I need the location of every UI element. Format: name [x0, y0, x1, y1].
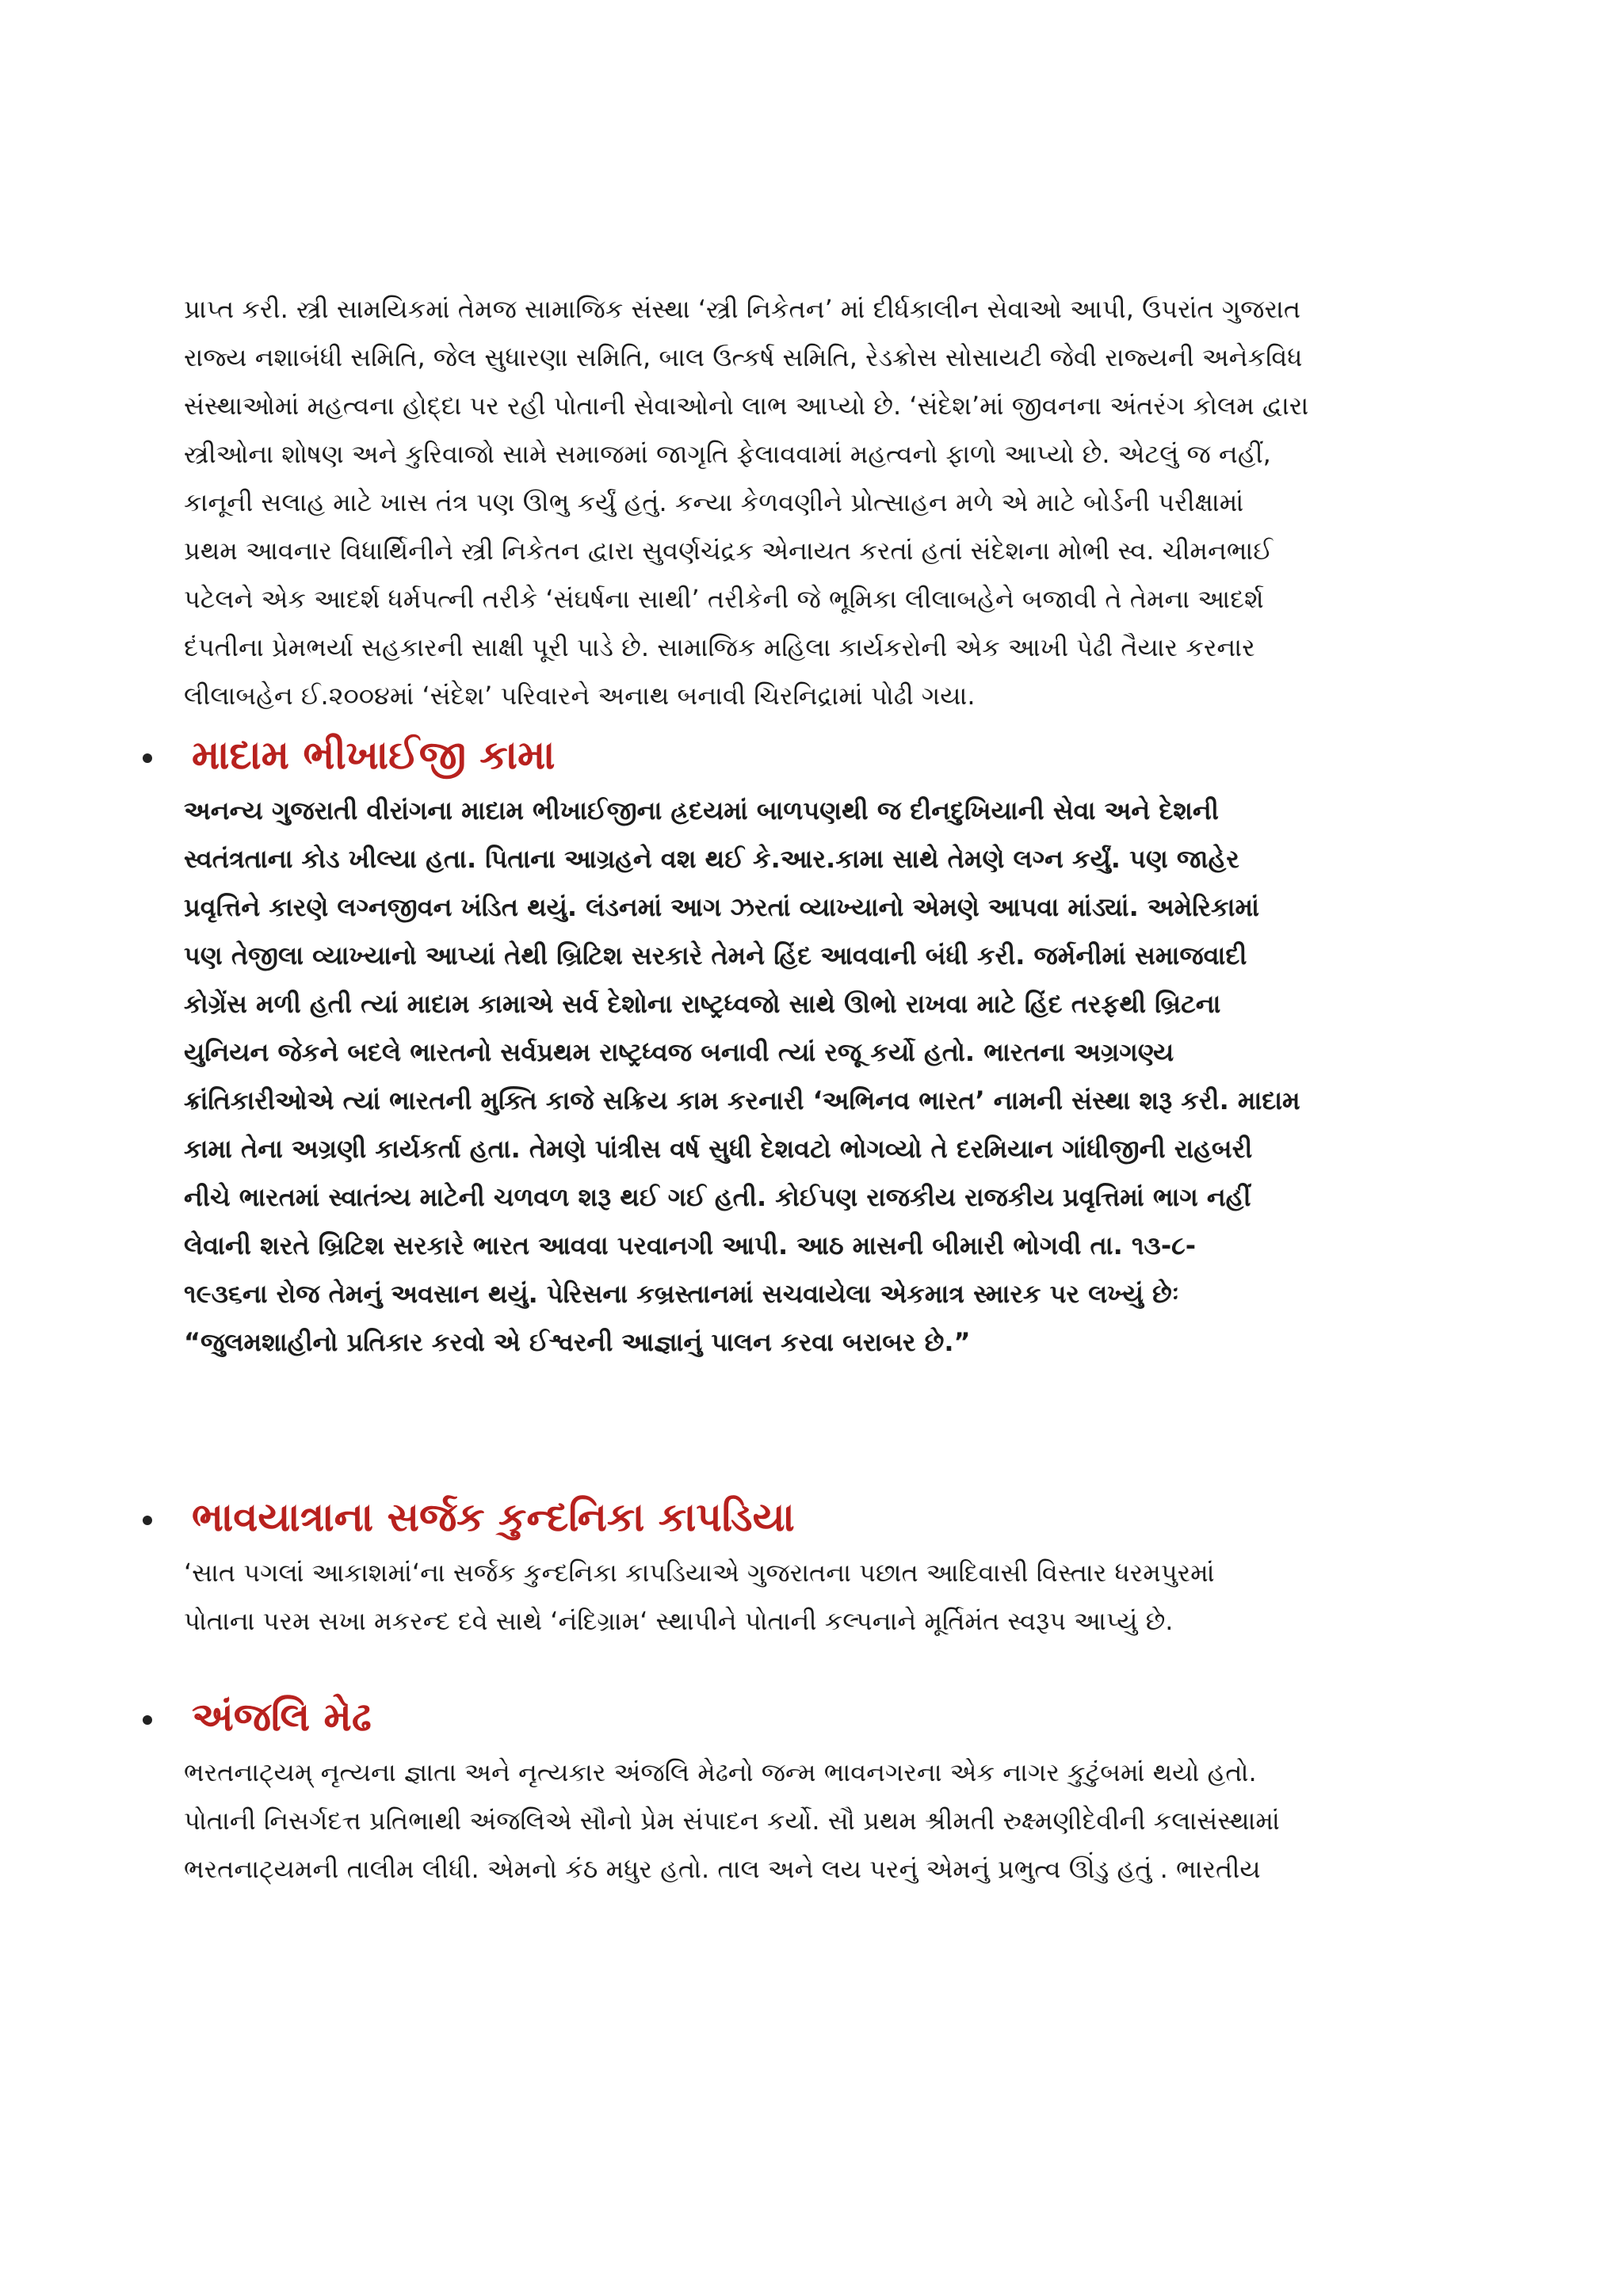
text-line: કાનૂની સલાહ માટે ખાસ તંત્ર પણ ઊભુ કર્યું હતું. કન્યા કેળવણીને પ્રોત્સાહન મળે એ માટે બોર્ડની પરીક્ષામાં	[184, 487, 1244, 517]
text-line: દંપતીના પ્રેમભર્યા સહકારની સાક્ષી પૂરી પાડે છે. સામાજિક મહિલા કાર્યકરોની એક આખી પેઢી તૈયાર કરનાર	[184, 632, 1255, 662]
section-heading	[184, 1486, 1445, 1549]
bullet-icon	[143, 1516, 152, 1525]
text-line: લીલાબહેન ઈ.૨૦૦૪માં ‘સંદેશ’ પરિવારને અનાથ બનાવી ચિરનિદ્રામાં પોઢી ગયા.	[184, 681, 976, 711]
section-heading-text: માદામ ભીખાઈજી કામા	[192, 732, 556, 778]
text-line: પ્રાપ્ત કરી. સ્ત્રી સામયિકમાં તેમજ સામાજિક સંસ્થા ‘સ્ત્રી નિકેતન’ માં દીર્ધકાલીન સેવાઓ આપી, ઉપરાંત ગુજરાત	[184, 294, 1301, 324]
text-line: કામા તેના અગ્રણી કાર્યકર્તા હતા. તેમણે પાંત્રીસ વર્ષ સુધી દેશવટો ભોગવ્યો તે દરમિયાન ગાંધીજીની રાહબરી	[184, 1134, 1253, 1164]
quote-line: “જુલમશાહીનો પ્રતિકાર કરવો એ ઈશ્વરની આજ્ઞાનું પાલન કરવા બરાબર છે.”	[184, 1327, 971, 1357]
intro-paragraph	[184, 285, 1445, 720]
text-line: યુનિયન જેકને બદલે ભારતનો સર્વપ્રથમ રાષ્ટ્રધ્વજ બનાવી ત્યાં રજૂ કર્યો હતો. ભારતના અગ્રગણ્ય	[184, 1037, 1174, 1067]
section-heading-text: ભાવયાત્રાના સર્જક કુન્દનિકા કાપડિયા	[192, 1494, 795, 1540]
text-line: ભરતનાટ્યમ્ નૃત્યના જ્ઞાતા અને નૃત્યકાર અંજલિ મેઢનો જન્મ ભાવનગરના એક નાગર કુટુંબમાં થયો હતો.	[184, 1757, 1257, 1787]
text-line: ‘સાત પગલાં આકાશમાં‘ના સર્જક કુન્દનિકા કાપડિયાએ ગુજરાતના પછાત આદિવાસી વિસ્તાર ધરમપુરમાં	[184, 1558, 1215, 1588]
text-line: સ્ત્રીઓના શોષણ અને કુરિવાજો સામે સમાજમાં જાગૃતિ ફેલાવવામાં મહત્વનો ફાળો આપ્યો છે. એટલું જ નહીં,	[184, 439, 1271, 469]
text-line: પોતાના પરમ સખા મકરન્દ દવે સાથે ‘નંદિગ્રામ‘ સ્થાપીને પોતાની કલ્પનાને મૂર્તિમંત સ્વરૂપ આપ્યું છે.	[184, 1606, 1174, 1636]
section-heading	[184, 723, 1445, 787]
section-kundanika-kapadia	[184, 1486, 1445, 1646]
text-line: ૧૯૩૬ના રોજ તેમનું અવસાન થયું. પેરિસના કબ્રસ્તાનમાં સચવાયેલા એકમાત્ર સ્મારક પર લખ્યું છેઃ	[184, 1279, 1179, 1309]
text-line: સંસ્થાઓમાં મહત્વના હોદ્દા પર રહી પોતાની સેવાઓનો લાભ આપ્યો છે. ‘સંદેશ’માં જીવનના અંતરંગ કોલમ દ્વારા	[184, 391, 1309, 421]
section-heading-text: અંજલિ મેઢ	[192, 1694, 372, 1740]
text-line: કોગ્રેંસ મળી હતી ત્યાં માદામ કામાએ સર્વ દેશોના રાષ્ટ્રધ્વજો સાથે ઊભો રાખવા માટે હિંદ તરફથી બ્રિટના	[184, 989, 1221, 1019]
text-line: પોતાની નિસર્ગદત્ત પ્રતિભાથી અંજલિએ સૌનો પ્રેમ સંપાદન કર્યો. સૌ પ્રથમ શ્રીમતી રુક્ષ્મણીદેવીની કલાસંસ્થામાં	[184, 1806, 1280, 1836]
text-line: સ્વતંત્રતાના કોડ ખીલ્યા હતા. પિતાના આગ્રહને વશ થઈ કે.આર.કામા સાથે તેમણે લગ્ન કર્યું. પણ જાહેર	[184, 844, 1239, 874]
section-anjali-medh	[184, 1685, 1445, 1894]
text-line: રાજ્ય નશાબંધી સમિતિ, જેલ સુધારણા સમિતિ, બાલ ઉત્કર્ષ સમિતિ, રેડક્રોસ સોસાયટી જેવી રાજ્યની અનેકવિધ	[184, 342, 1303, 372]
text-line: લેવાની શરતે બ્રિટિશ સરકારે ભારત આવવા પરવાનગી આપી. આઠ માસની બીમારી ભોગવી તા. ૧૩-૮-	[184, 1230, 1197, 1261]
section-heading	[184, 1685, 1445, 1749]
text-line: પ્રથમ આવનાર વિધાર્થિનીને સ્ત્રી નિકેતન દ્વારા સુવર્ણચંદ્રક એનાયત કરતાં હતાં સંદેશના મોભી સ્વ. ચીમનભાઈ	[184, 536, 1273, 566]
text-line: ભરતનાટ્યમની તાલીમ લીધી. એમનો કંઠ મધુર હતો. તાલ અને લય પરનું એમનું પ્રભુત્વ ઊંડુ હતું . ભારતીય	[184, 1854, 1261, 1884]
bullet-icon	[143, 753, 152, 763]
text-line: પટેલને એક આદર્શ ધર્મપત્ની તરીકે ‘સંઘર્ષના સાથી’ તરીકેની જે ભૂમિકા લીલાબહેને બજાવી તે તેમના આદર્શ	[184, 584, 1264, 614]
text-line: પણ તેજીલા વ્યાખ્યાનો આપ્યાં તેથી બ્રિટિશ સરકારે તેમને હિંદ આવવાની બંધી કરી. જર્મનીમાં સમાજવાદી	[184, 940, 1247, 971]
bullet-icon	[143, 1715, 152, 1725]
section-bhikaiji-cama	[184, 723, 1445, 1367]
text-line: અનન્ય ગુજરાતી વીરાંગના માદામ ભીખાઈજીના હ્રદયમાં બાળપણથી જ દીનદુખિયાની સેવા અને દેશની	[184, 795, 1219, 826]
text-line: ક્રાંતિકારીઓએ ત્યાં ભારતની મુક્તિ કાજે સક્રિય કામ કરનારી ‘અભિનવ ભારત’ નામની સંસ્થા શરૂ કરી. માદામ	[184, 1085, 1300, 1116]
document-page	[184, 285, 1445, 1894]
text-line: નીચે ભારતમાં સ્વાતંત્ર્ય માટેની ચળવળ શરૂ થઈ ગઈ હતી. કોઈપણ રાજકીય રાજકીય પ્રવૃત્તિમાં ભાગ નહીં	[184, 1182, 1251, 1212]
text-line: પ્રવૃત્તિને કારણે લગ્નજીવન ખંડિત થયું. લંડનમાં આગ ઝરતાં વ્યાખ્યાનો એમણે આપવા માંડ્યાં. અમેરિકામાં	[184, 892, 1259, 922]
